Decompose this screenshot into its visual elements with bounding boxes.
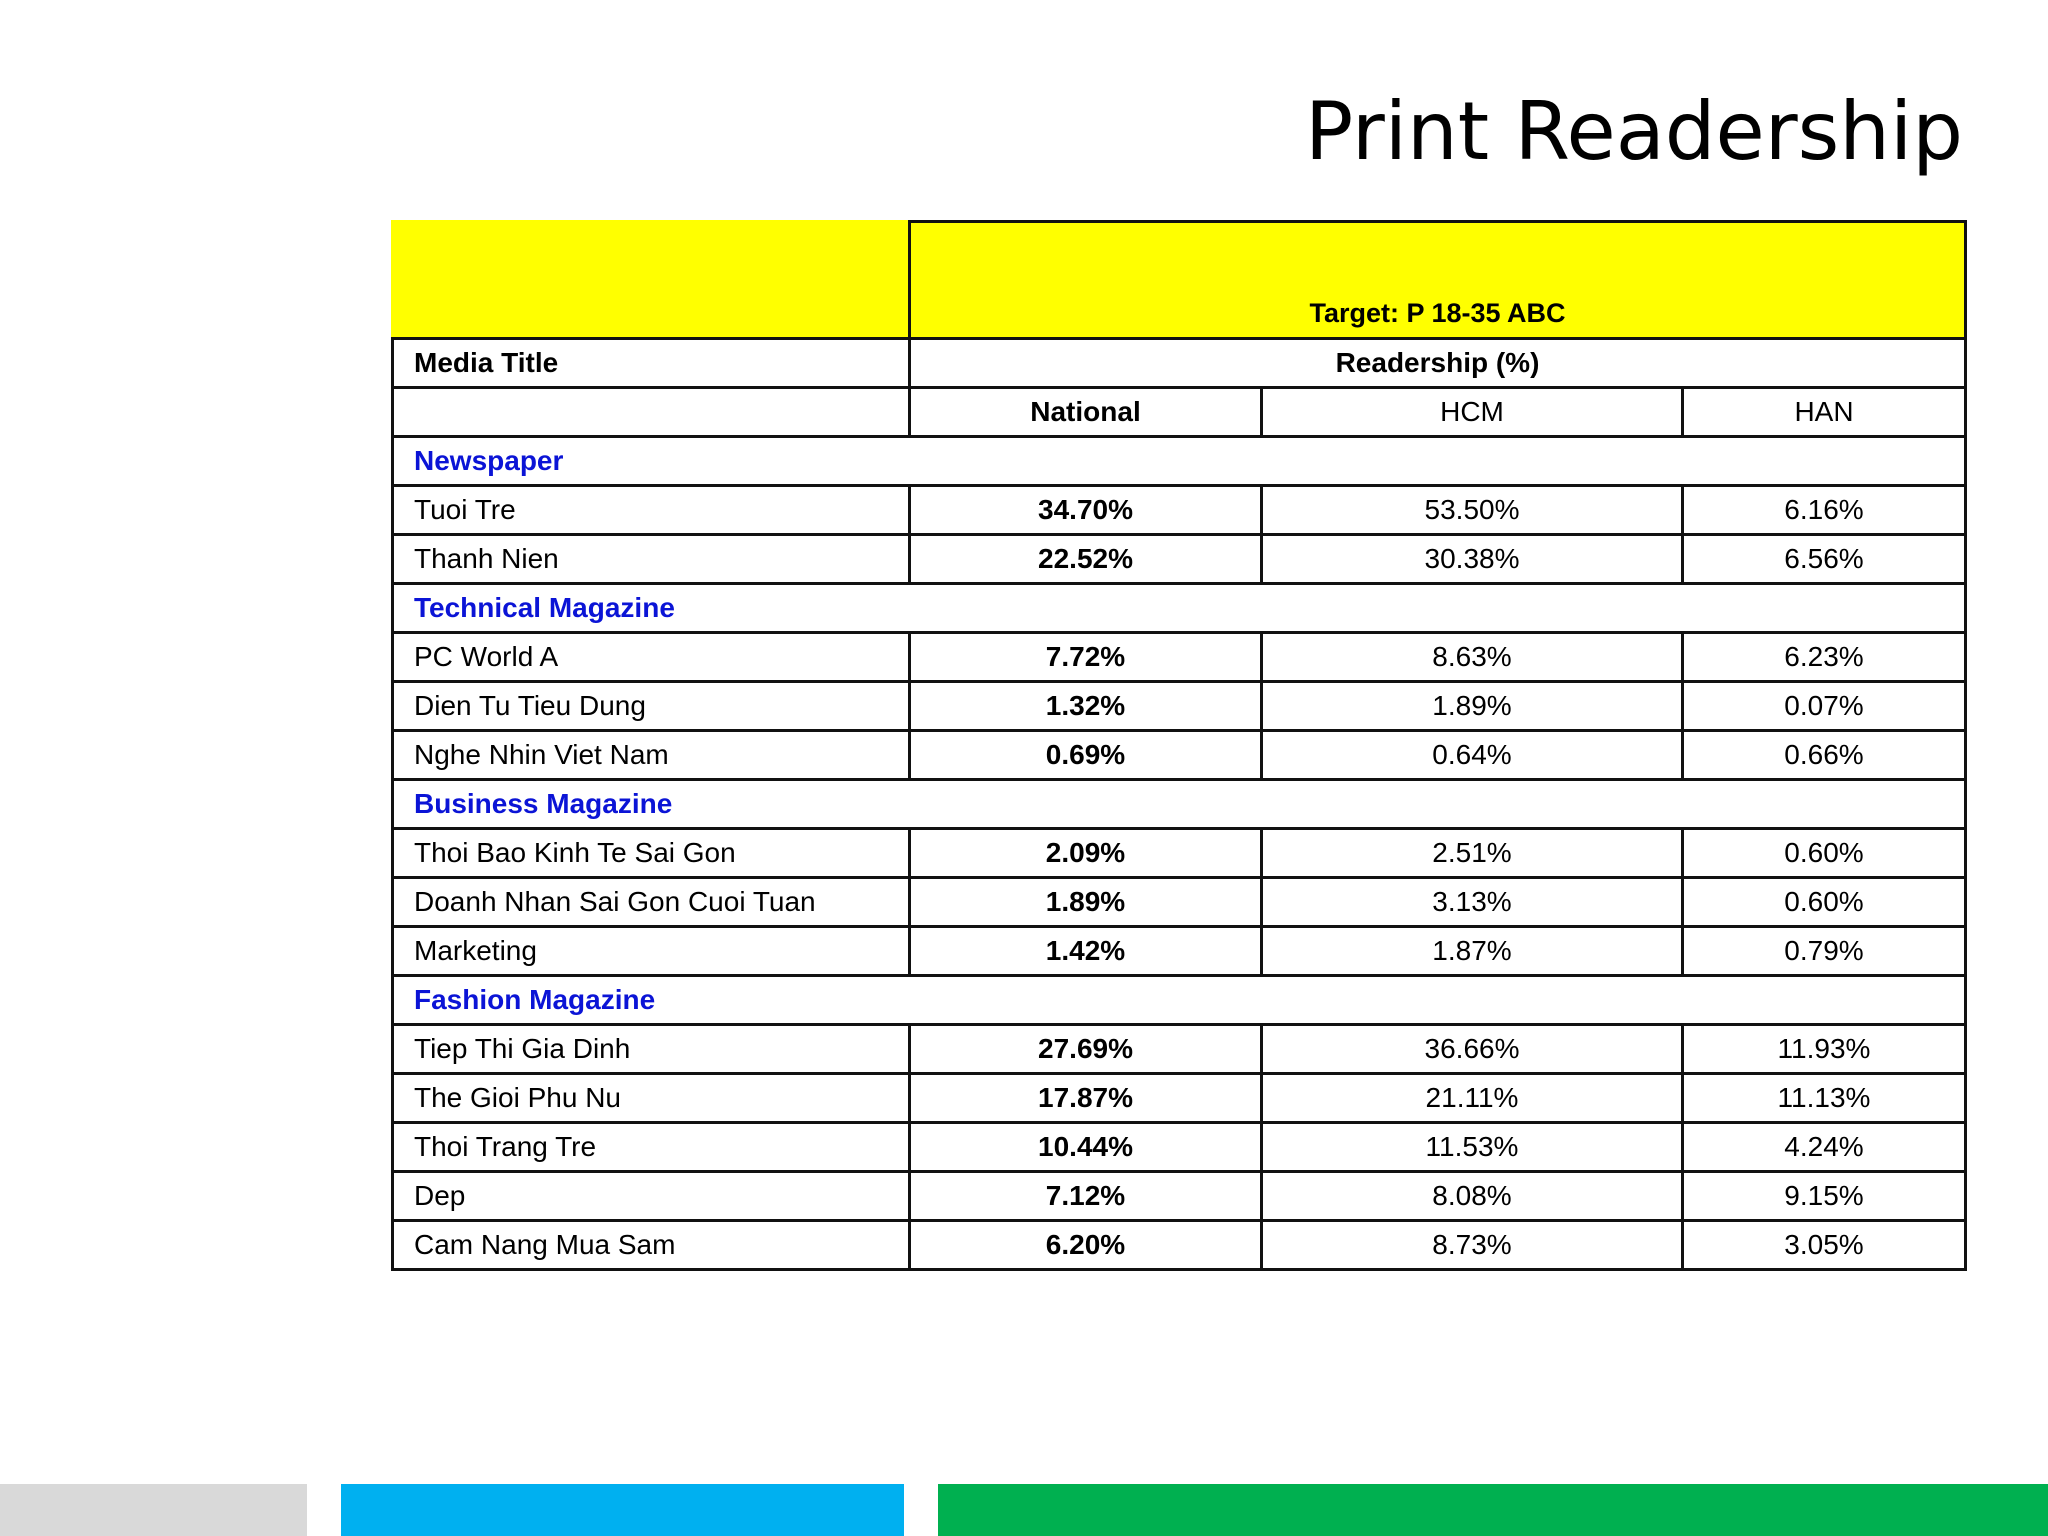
national-value-cell: 2.09% [910, 829, 1262, 878]
table-row [393, 1123, 1966, 1172]
media-title-cell: Dep [393, 1172, 910, 1221]
table-row [393, 535, 1966, 584]
column-header-hcm: HCM [1262, 388, 1683, 437]
han-value-cell: 4.24% [1683, 1123, 1966, 1172]
media-title-cell: Cam Nang Mua Sam [393, 1221, 910, 1270]
header-row [393, 339, 1966, 388]
han-value-cell: 11.93% [1683, 1025, 1966, 1074]
national-value-cell: 7.72% [910, 633, 1262, 682]
han-value-cell: 6.23% [1683, 633, 1966, 682]
media-title-cell: The Gioi Phu Nu [393, 1074, 910, 1123]
hcm-value-cell: 11.53% [1262, 1123, 1683, 1172]
media-title-cell: Doanh Nhan Sai Gon Cuoi Tuan [393, 878, 910, 927]
national-value-cell: 1.42% [910, 927, 1262, 976]
hcm-value-cell: 3.13% [1262, 878, 1683, 927]
media-title-cell: Tuoi Tre [393, 486, 910, 535]
table-row [393, 731, 1966, 780]
column-header-han: HAN [1683, 388, 1966, 437]
national-value-cell: 6.20% [910, 1221, 1262, 1270]
hcm-value-cell: 36.66% [1262, 1025, 1683, 1074]
national-value-cell: 10.44% [910, 1123, 1262, 1172]
table-row [393, 1025, 1966, 1074]
footer-bar-grey [0, 1484, 307, 1536]
hcm-value-cell: 1.87% [1262, 927, 1683, 976]
han-value-cell: 3.05% [1683, 1221, 1966, 1270]
hcm-value-cell: 0.64% [1262, 731, 1683, 780]
footer-bar-blue [341, 1484, 904, 1536]
hcm-value-cell: 8.08% [1262, 1172, 1683, 1221]
media-title-cell: Nghe Nhin Viet Nam [393, 731, 910, 780]
hcm-value-cell: 53.50% [1262, 486, 1683, 535]
group-label: Fashion Magazine [393, 976, 1966, 1025]
table-row [393, 829, 1966, 878]
target-row [393, 222, 1966, 339]
han-value-cell: 6.16% [1683, 486, 1966, 535]
han-value-cell: 0.79% [1683, 927, 1966, 976]
table-row [393, 1221, 1966, 1270]
hcm-value-cell: 30.38% [1262, 535, 1683, 584]
readership-table [391, 220, 1967, 1271]
target-blank-cell [393, 222, 910, 339]
national-value-cell: 7.12% [910, 1172, 1262, 1221]
table-row [393, 1172, 1966, 1221]
national-value-cell: 1.32% [910, 682, 1262, 731]
national-value-cell: 22.52% [910, 535, 1262, 584]
table-row [393, 633, 1966, 682]
table-row [393, 927, 1966, 976]
table-row [393, 682, 1966, 731]
column-header-row [393, 388, 1966, 437]
group-label: Technical Magazine [393, 584, 1966, 633]
table-row [393, 878, 1966, 927]
hcm-value-cell: 1.89% [1262, 682, 1683, 731]
group-row [393, 780, 1966, 829]
column-header-national: National [910, 388, 1262, 437]
group-row [393, 437, 1966, 486]
readership-header: Readership (%) [910, 339, 1966, 388]
hcm-value-cell: 2.51% [1262, 829, 1683, 878]
hcm-value-cell: 8.73% [1262, 1221, 1683, 1270]
group-row [393, 976, 1966, 1025]
national-value-cell: 0.69% [910, 731, 1262, 780]
media-title-cell: Thanh Nien [393, 535, 910, 584]
national-value-cell: 34.70% [910, 486, 1262, 535]
media-title-cell: Dien Tu Tieu Dung [393, 682, 910, 731]
media-title-cell: Marketing [393, 927, 910, 976]
media-title-cell: Tiep Thi Gia Dinh [393, 1025, 910, 1074]
national-value-cell: 1.89% [910, 878, 1262, 927]
hcm-value-cell: 8.63% [1262, 633, 1683, 682]
target-label: Target: P 18-35 ABC [910, 222, 1966, 339]
hcm-value-cell: 21.11% [1262, 1074, 1683, 1123]
media-title-cell: Thoi Bao Kinh Te Sai Gon [393, 829, 910, 878]
han-value-cell: 11.13% [1683, 1074, 1966, 1123]
group-row [393, 584, 1966, 633]
han-value-cell: 0.66% [1683, 731, 1966, 780]
national-value-cell: 27.69% [910, 1025, 1262, 1074]
media-title-cell: Thoi Trang Tre [393, 1123, 910, 1172]
media-title-cell: PC World A [393, 633, 910, 682]
han-value-cell: 6.56% [1683, 535, 1966, 584]
national-value-cell: 17.87% [910, 1074, 1262, 1123]
table-row [393, 486, 1966, 535]
han-value-cell: 0.60% [1683, 829, 1966, 878]
slide-title: Print Readership [1305, 85, 1963, 178]
han-value-cell: 0.07% [1683, 682, 1966, 731]
column-header-blank [393, 388, 910, 437]
group-label: Newspaper [393, 437, 1966, 486]
footer-bar-green [938, 1484, 2048, 1536]
group-label: Business Magazine [393, 780, 1966, 829]
han-value-cell: 9.15% [1683, 1172, 1966, 1221]
table-row [393, 1074, 1966, 1123]
han-value-cell: 0.60% [1683, 878, 1966, 927]
media-title-header: Media Title [393, 339, 910, 388]
